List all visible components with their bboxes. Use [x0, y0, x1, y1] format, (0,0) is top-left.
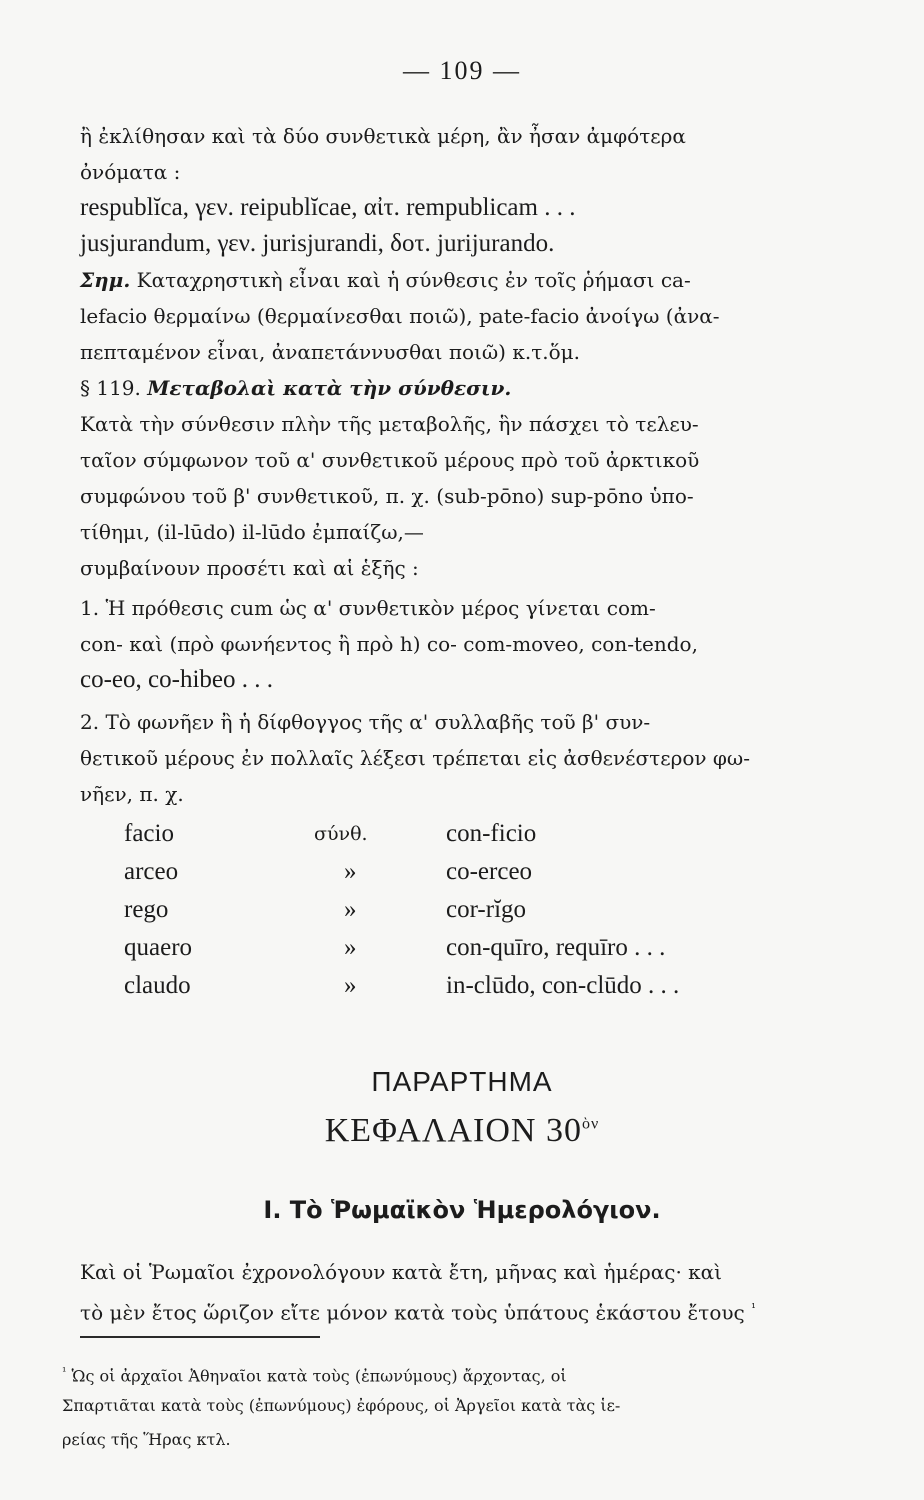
text-line: con- καὶ (πρὸ φωνήεντος ἢ πρὸ h) co- com-moveo, con-tendo, — [80, 632, 698, 656]
footnote-line: ρείας τῆς Ἥρας κτλ. — [62, 1430, 231, 1449]
text-line: Καὶ οἱ Ῥωμαῖοι ἐχρονολόγουν κατὰ ἔτη, μῆνας καὶ ἡμέρας· καὶ — [80, 1260, 723, 1284]
text-line: 2. Τὸ φωνῆεν ἢ ἡ δίφθογγος τῆς α' συλλαβῆς τοῦ β' συν- — [80, 710, 651, 734]
text-line-body: τὸ μὲν ἔτος ὥριζον εἴτε μόνον κατὰ τοὺς ὑπάτους ἑκάστου ἔτους — [80, 1300, 745, 1325]
text-line: θετικοῦ μέρους ἐν πολλαῖς λέξεσι τρέπεται εἰς ἀσθενέστερον φω- — [80, 746, 750, 770]
table-word: rego — [124, 896, 169, 923]
footnote-marker: ¹ — [62, 1365, 67, 1378]
table-compound: con-ficio — [446, 820, 537, 847]
appendix-title: ΠΑΡΑΡΤΗΜΑ — [371, 1066, 553, 1097]
text-line: συμφώνου τοῦ β' συνθετικοῦ, π. χ. (sub-pōno) sup-pōno ὑπο- — [80, 484, 694, 508]
note-label: Σημ. — [80, 268, 131, 292]
footnote-line — [62, 1358, 852, 1390]
chapter-title-ordinal: ὸν — [582, 1115, 600, 1133]
table-mark: » — [344, 896, 357, 923]
footnote-divider — [80, 1336, 320, 1338]
footnote-text: Ὡς οἱ ἀρχαῖοι Ἀθηναῖοι κατὰ τοὺς (ἐπωνύμους) ἄρχοντας, οἱ — [71, 1366, 567, 1386]
table-word: claudo — [124, 972, 191, 999]
footnote-reference: ¹ — [751, 1301, 756, 1315]
text-line: Κατὰ τὴν σύνθεσιν πλὴν τῆς μεταβολῆς, ἣν πάσχει τὸ τελευ- — [80, 412, 699, 436]
text-line: co-eo, co-hibeo . . . — [80, 666, 273, 693]
text-line: τίθημι, (il-lūdo) il-lūdo ἐμπαίζω,— — [80, 520, 424, 544]
footnote-line: Σπαρτιᾶται κατὰ τοὺς (ἐπωνύμους) ἐφόρους, οἱ Ἀργεῖοι κατὰ τὰς ἱε- — [62, 1396, 621, 1415]
text-line: νῆεν, π. χ. — [80, 782, 184, 806]
note-text: Καταχρηστικὴ εἶναι καὶ ἡ σύνθεσις ἐν τοῖς ῥήμασι ca- — [136, 268, 691, 292]
text-line — [80, 1292, 840, 1329]
chapter-title-text: ΚΕΦΑΛΑΙΟΝ 30 — [324, 1112, 582, 1149]
example-line: respublĭca, γεν. reipublĭcae, αἰτ. rempublicam . . . — [80, 194, 576, 221]
table-compound: in-clūdo, con-clūdo . . . — [446, 972, 680, 999]
note-line — [80, 264, 840, 296]
example-line: jusjurandum, γεν. jurisjurandi, δοτ. jurijurando. — [80, 230, 555, 257]
table-mark: σύνθ. — [314, 823, 368, 845]
section-number: § 119. — [80, 376, 141, 400]
table-mark: » — [344, 934, 357, 961]
text-line: ὀνόματα : — [80, 160, 181, 184]
text-line: 1. Ἡ πρόθεσις cum ὡς α' συνθετικὸν μέρος γίνεται com- — [80, 596, 656, 620]
table-word: arceo — [124, 858, 179, 885]
table-compound: cor-rĭgo — [446, 896, 527, 923]
section-title: Μεταβολαὶ κατὰ τὴν σύνθεσιν. — [147, 376, 512, 400]
table-word: facio — [124, 820, 174, 847]
text-line: lefacio θερμαίνω (θερμαίνεσθαι ποιῶ), pate-facio ἀνοίγω (ἀνα- — [80, 304, 720, 328]
section-heading — [80, 372, 840, 404]
table-mark: » — [344, 972, 357, 999]
table-compound: co-erceo — [446, 858, 533, 885]
text-line: ταῖον σύμφωνον τοῦ α' συνθετικοῦ μέρους πρὸ τοῦ ἀρκτικοῦ — [80, 448, 700, 472]
table-compound: con-quīro, requīro . . . — [446, 934, 666, 961]
text-line: πεπταμένον εἶναι, ἀναπετάννυσθαι ποιῶ) κ.τ.ὅμ. — [80, 340, 581, 364]
table-mark: » — [344, 858, 357, 885]
chapter-title — [0, 1112, 924, 1150]
appendix-section-title: I. Τὸ Ῥωμαϊκὸν Ἡμερολόγιον. — [263, 1196, 661, 1224]
text-line: συμβαίνουν προσέτι καὶ αἱ ἑξῆς : — [80, 556, 419, 580]
table-word: quaero — [124, 934, 193, 961]
text-line: ἢ ἐκλίθησαν καὶ τὰ δύο συνθετικὰ μέρη, ἂν ἦσαν ἀμφότερα — [80, 124, 686, 148]
page-number: — 109 — — [403, 56, 521, 85]
